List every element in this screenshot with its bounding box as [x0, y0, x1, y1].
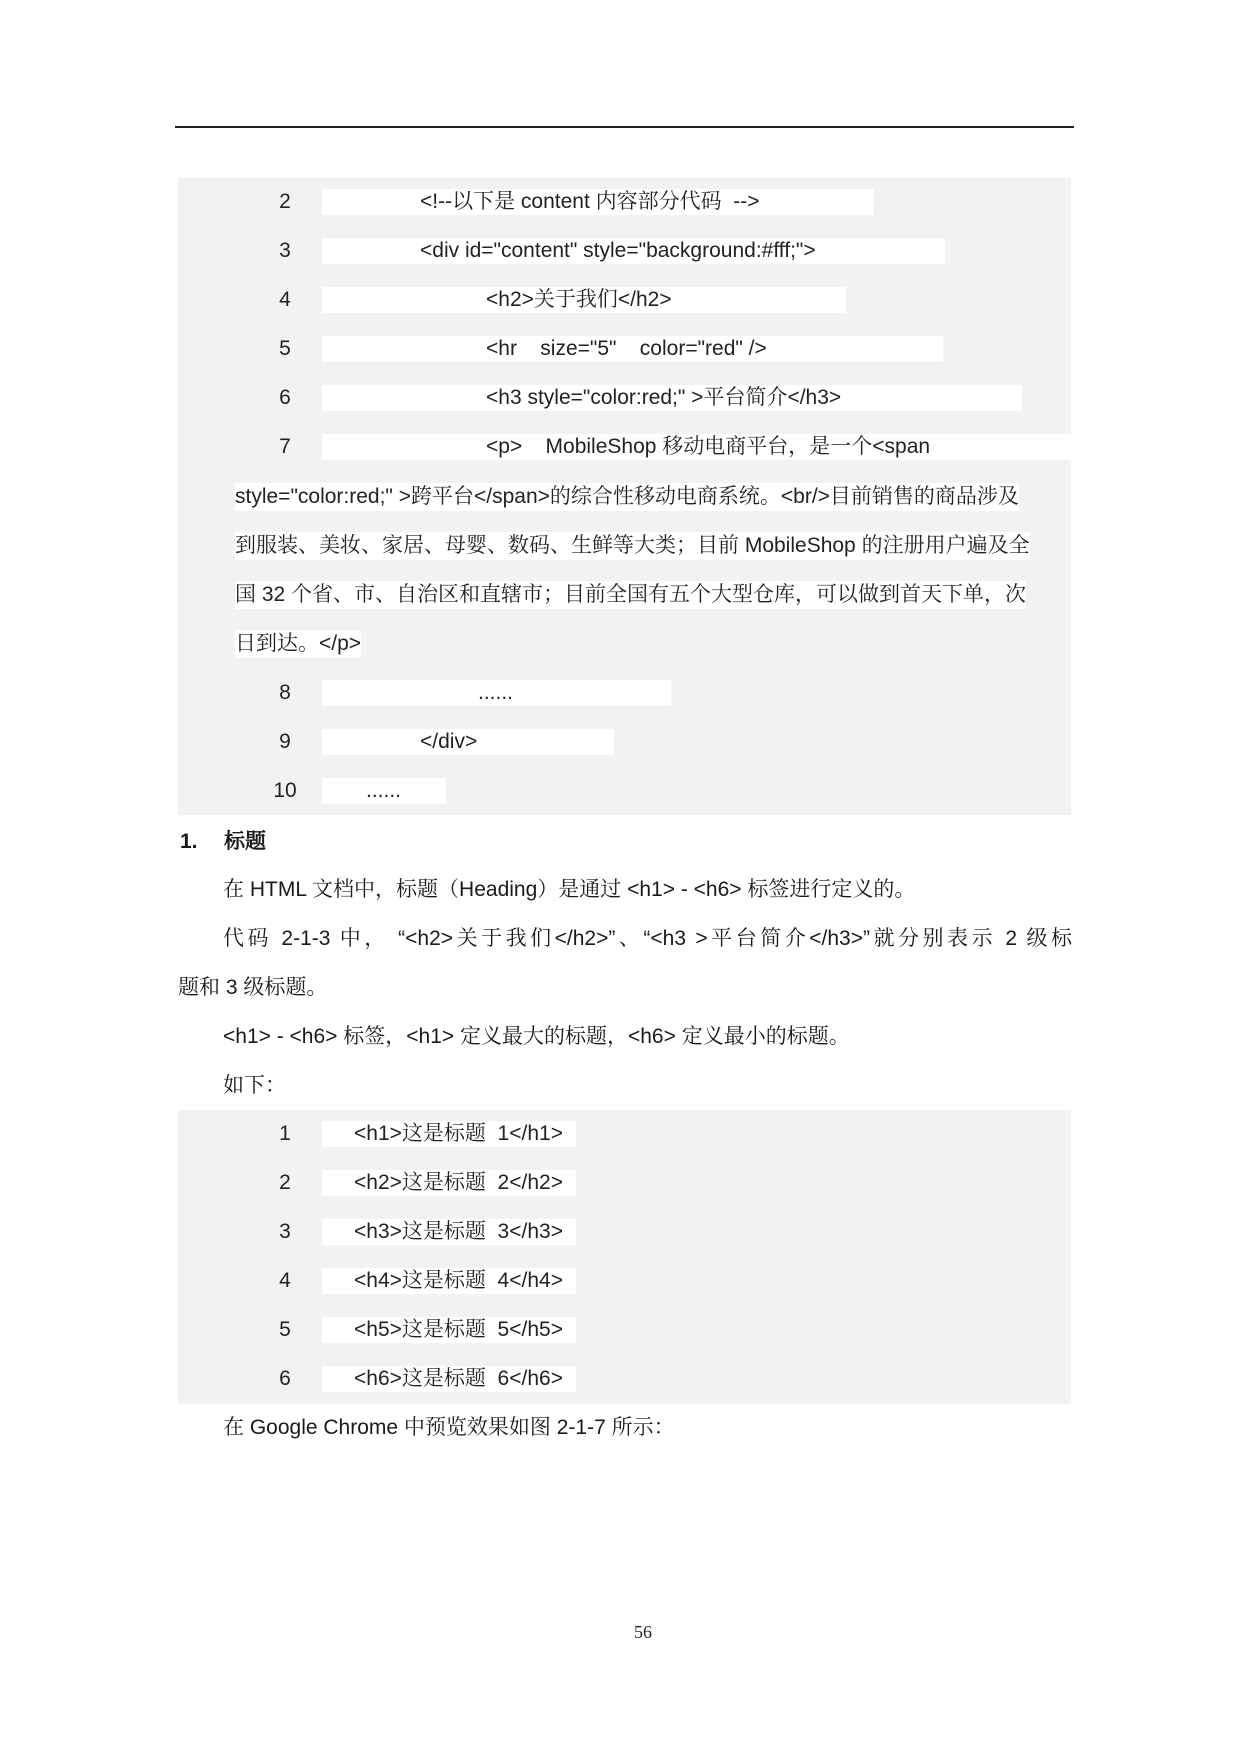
line-number: 7: [279, 435, 291, 458]
code-line: <h1>这是标题 1</h1>: [322, 1121, 576, 1147]
line-number: 2: [279, 190, 291, 213]
line-number: 1: [279, 1122, 291, 1145]
paragraph: 在 Google Chrome 中预览效果如图 2-1-7 所示：: [223, 1416, 675, 1439]
code-line: <hr size="5" color="red" />: [322, 336, 943, 362]
header-rule: [175, 126, 1074, 128]
code-line: <h6>这是标题 6</h6>: [322, 1366, 576, 1392]
code-line-continuation: 到服装、美妆、家居、母婴、数码、生鲜等大类；目前 MobileShop 的注册用户遍及全: [235, 532, 1059, 560]
code-line: <h3>这是标题 3</h3>: [322, 1219, 576, 1245]
code-line: <h5>这是标题 5</h5>: [322, 1317, 576, 1343]
code-line: <h2>关于我们</h2>: [322, 287, 846, 313]
page-number: 56: [634, 1622, 652, 1642]
code-line: <p> MobileShop 移动电商平台，是一个<span: [322, 434, 1120, 460]
code-line: <h4>这是标题 4</h4>: [322, 1268, 576, 1294]
line-number: 6: [279, 1367, 291, 1390]
code-line-continuation: 日到达。</p>: [235, 630, 361, 658]
line-number: 2: [279, 1171, 291, 1194]
line-number: 10: [273, 779, 297, 802]
line-number: 4: [279, 288, 291, 311]
section-heading: 1. 标题: [180, 830, 266, 853]
line-number: 5: [279, 337, 291, 360]
code-line: <h2>这是标题 2</h2>: [322, 1170, 576, 1196]
code-line: <!--以下是 content 内容部分代码 -->: [322, 189, 874, 215]
paragraph: 题和 3 级标题。: [178, 976, 328, 999]
paragraph: <h1> - <h6> 标签，<h1> 定义最大的标题，<h6> 定义最小的标题。: [223, 1025, 850, 1048]
paragraph: 在 HTML 文档中，标题（Heading）是通过 <h1> - <h6> 标签进行定义的。: [223, 878, 916, 901]
line-number: 4: [279, 1269, 291, 1292]
paragraph: 如下：: [223, 1074, 286, 1097]
line-number: 5: [279, 1318, 291, 1341]
code-line: <h3 style="color:red;" >平台简介</h3>: [322, 385, 1022, 411]
line-number: 6: [279, 386, 291, 409]
code-block: [178, 1110, 1071, 1404]
code-line-continuation: style="color:red;" >跨平台</span>的综合性移动电商系统。<br/>目前销售的商品涉及: [235, 483, 1059, 511]
line-number: 9: [279, 730, 291, 753]
paragraph: 代码 2-1-3 中， “<h2>关于我们</h2>”、“<h3 >平台简介</h3>”就分别表示 2 级标: [223, 927, 1072, 950]
line-number: 3: [279, 239, 291, 262]
line-number: 8: [279, 681, 291, 704]
code-line: ......: [322, 778, 446, 804]
code-line-continuation: 国 32 个省、市、自治区和直辖市；目前全国有五个大型仓库，可以做到首天下单，次: [235, 581, 1059, 609]
line-number: 3: [279, 1220, 291, 1243]
code-line: <div id="content" style="background:#fff;">: [322, 238, 945, 264]
code-line: </div>: [322, 729, 614, 755]
code-line: ......: [322, 680, 671, 706]
